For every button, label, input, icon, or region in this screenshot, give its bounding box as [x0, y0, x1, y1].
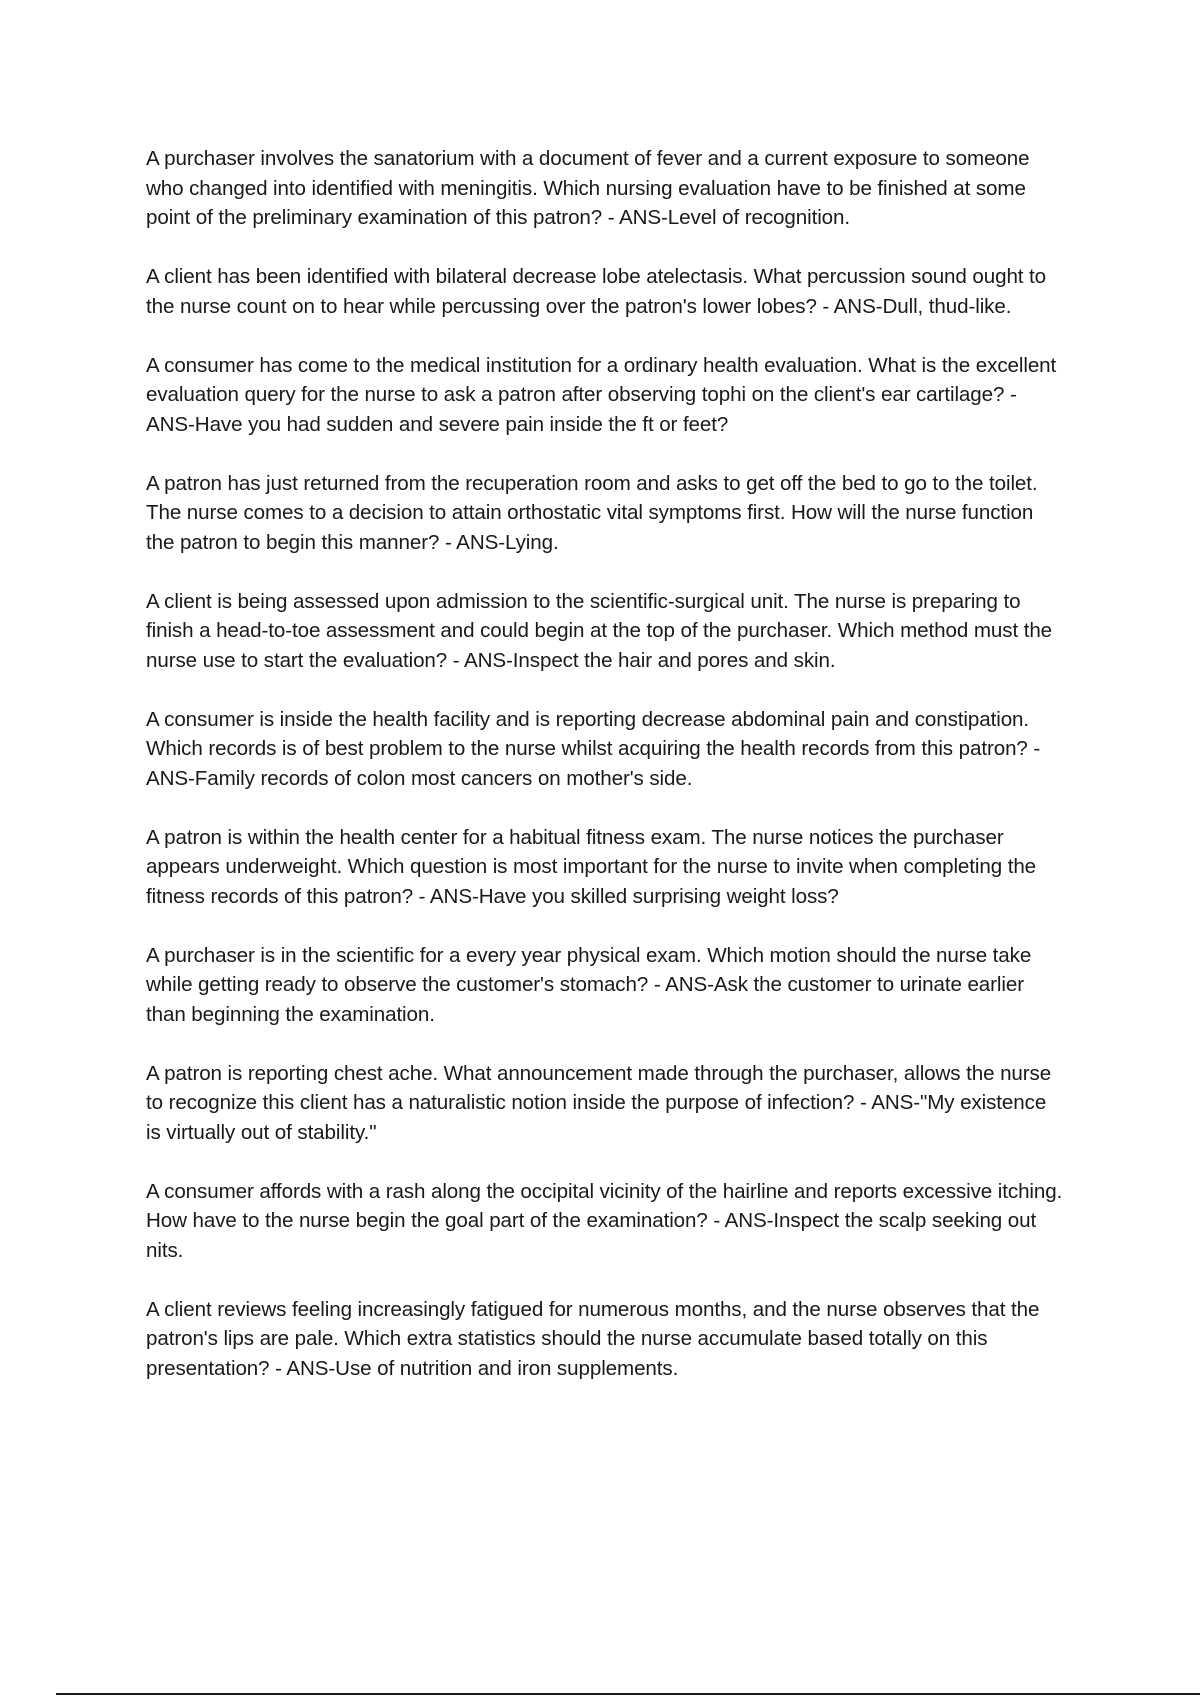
qa-item-7: A patron is within the health center for a habitual fitness exam. The nurse notices the purchaser appears underweight. Which question is most important for the nurse to invite when completing the fitness records of this patron? - ANS-Have you skilled surprising weight loss? — [146, 825, 1037, 908]
qa-item-10: A consumer affords with a rash along the occipital vicinity of the hairline and reports excessive itching. How have to the nurse begin the goal part of the examination? - ANS-Inspect the scalp seeking out nits. — [146, 1179, 1063, 1262]
qa-item-6: A consumer is inside the health facility and is reporting decrease abdominal pain and constipation. Which records is of best problem to the nurse whilst acquiring the health records from this patron? - ANS-Family records of colon most cancers on mother's side. — [146, 707, 1041, 790]
qa-item-9: A patron is reporting chest ache. What announcement made through the purchaser, allows the nurse to recognize this client has a naturalistic notion inside the purpose of infection? - ANS-"My existence is virtually out of stability." — [146, 1061, 1052, 1144]
qa-item-2: A client has been identified with bilateral decrease lobe atelectasis. What percussion sound ought to the nurse count on to hear while percussing over the patron's lower lobes? - ANS-Dull, thud-like. — [146, 265, 1047, 318]
qa-item-5: A client is being assessed upon admission to the scientific-surgical unit. The nurse is preparing to finish a head-to-toe assessment and could begin at the top of the purchaser. Which method must the nurse use to start the evaluation? - ANS-Inspect the hair and pores and skin. — [146, 589, 1053, 672]
footer-divider — [56, 1693, 1200, 1695]
qa-item-8: A purchaser is in the scientific for a every year physical exam. Which motion should the nurse take while getting ready to observe the customer's stomach? - ANS-Ask the customer to urinate earlier than beginning the examination. — [146, 943, 1032, 1026]
document-body — [146, 144, 1066, 1413]
qa-item-1: A purchaser involves the sanatorium with a document of fever and a current exposure to someone who changed into identified with meningitis. Which nursing evaluation have to be finished at some point of the preliminary examination of this patron? - ANS-Level of recognition. — [146, 147, 1030, 229]
qa-item-11: A client reviews feeling increasingly fatigued for numerous months, and the nurse observes that the patron's lips are pale. Which extra statistics should the nurse accumulate based totally on this presentation? - ANS-Use of nutrition and iron supplements. — [146, 1297, 1040, 1380]
qa-item-3: A consumer has come to the medical institution for a ordinary health evaluation. What is the excellent evaluation query for the nurse to ask a patron after observing tophi on the client's ear cartilage? - ANS-Have you had sudden and severe pain inside the ft or feet? — [146, 353, 1057, 436]
qa-item-4: A patron has just returned from the recuperation room and asks to get off the bed to go to the toilet. The nurse comes to a decision to attain orthostatic vital symptoms first. How will the nurse function the patron to begin this manner? - ANS-Lying. — [146, 471, 1038, 554]
